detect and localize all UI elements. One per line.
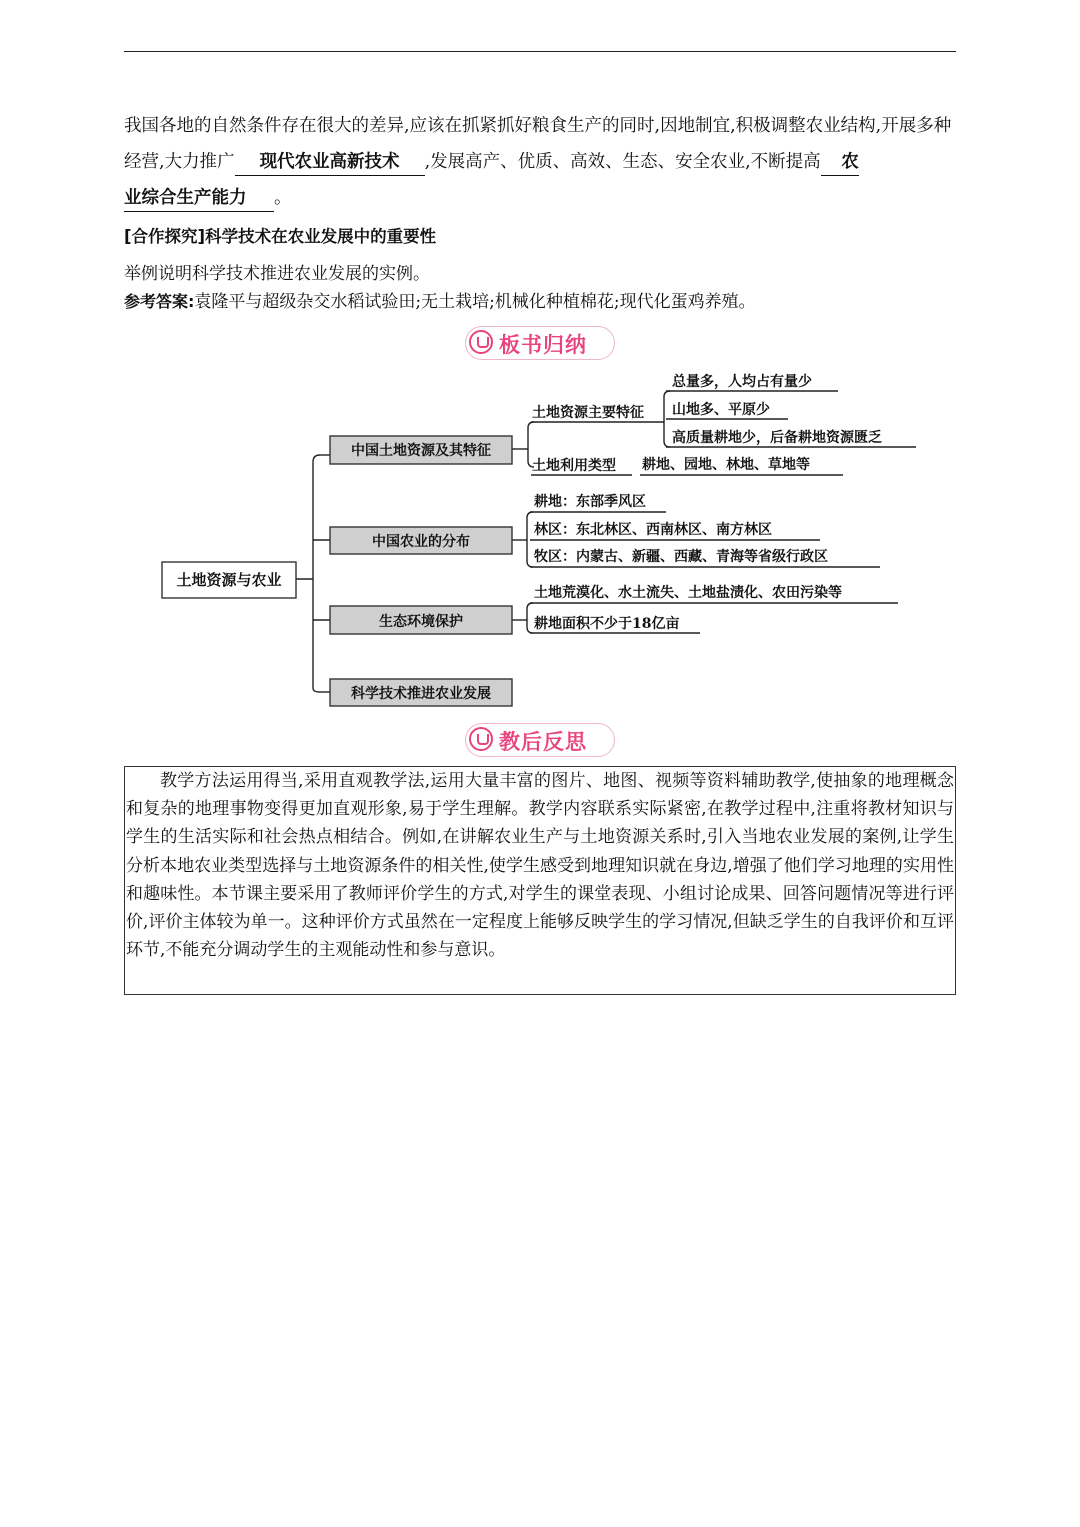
answer-label: 参考答案: (124, 292, 195, 311)
mindmap-leaf: 牧区：内蒙古、新疆、西藏、青海等省级行政区 (534, 549, 828, 565)
reflection-banner-title: 教后反思 (499, 730, 587, 754)
answer-text: 袁隆平与超级杂交水稻试验田;无土栽培;机械化种植棉花;现代化蛋鸡养殖。 (194, 292, 756, 312)
paragraph-text-end: 。 (274, 188, 292, 208)
mindmap-branch-1: 中国土地资源及其特征 (351, 443, 491, 459)
mindmap-leaf: 耕地：东部季风区 (534, 494, 646, 510)
mindmap-leaf: 耕地面积不少于18亿亩 (534, 616, 680, 632)
mindmap-leaf: 土地荒漠化、水土流失、土地盐渍化、农田污染等 (534, 585, 842, 601)
reflection-box (124, 766, 956, 995)
mindmap-root: 土地资源与农业 (176, 571, 282, 589)
mindmap-leaf: 耕地、园地、林地、草地等 (642, 457, 810, 473)
mindmap-branch-4: 科学技术推进农业发展 (351, 686, 491, 702)
mindmap-branch-3: 生态环境保护 (379, 614, 463, 630)
inquiry-question: 举例说明科学技术推进农业发展的实例。 (124, 264, 430, 284)
mindmap-branch-2: 中国农业的分布 (372, 534, 470, 550)
mindmap-leaf: 总量多，人均占有量少 (672, 374, 812, 390)
mindmap-sub-label-features: 土地资源主要特征 (532, 405, 644, 421)
mindmap-leaf: 高质量耕地少，后备耕地资源匮乏 (672, 430, 882, 446)
mindmap-leaf: 山地多、平原少 (672, 402, 770, 418)
answer-blank-2-part1: 农 (821, 149, 859, 176)
reflection-banner (465, 723, 615, 757)
reflection-text: 教学方法运用得当,采用直观教学法,运用大量丰富的图片、地图、视频等资料辅助教学,使抽象的地理概念和复杂的地理事物变得更加直观形象,易于学生理解。教学内容联系实际紧密,在教学过程中,注重将教材知识与学生的生活实际和社会热点相结合。例如,在讲解农业生产与土地资源关系时,引入当地农业发展的案例,让学生分析本地农业类型选择与土地资源条件的相关性,使学生感受到地理知识就在身边,增强了他们学习地理的实用性和趣味性。本节课主要采用了教师评价学生的方式,对学生的课堂表现、小组讨论成果、回答问题情况等进行评价,评价主体较为单一。这种评价方式虽然在一定程度上能够反映学生的学习情况,但缺乏学生的自我评价和互评环节,不能充分调动学生的主观能动性和参与意识。 (126, 771, 954, 961)
paragraph-text-before: 我国各地的自然条件存在很大的差异,应该在抓紧抓好粮食生产的同时,因地制宜,积极调整农业结构,开展多种经营,大力推广 (124, 116, 952, 172)
paragraph-text-middle: ,发展高产、优质、高效、生态、安全农业,不断提高 (424, 152, 821, 172)
mindmap-sub-label-landuse: 土地利用类型 (532, 458, 616, 474)
answer-blank-2-part2: 业综合生产能力 (124, 185, 274, 212)
summary-banner-title: 板书归纳 (499, 333, 587, 357)
inquiry-heading: [合作探究]科学技术在农业发展中的重要性 (124, 227, 437, 246)
mindmap-leaf: 林区：东北林区、西南林区、南方林区 (534, 522, 772, 538)
answer-blank-1: 现代农业高新技术 (235, 149, 425, 176)
banner-emblem-icon (469, 727, 493, 751)
